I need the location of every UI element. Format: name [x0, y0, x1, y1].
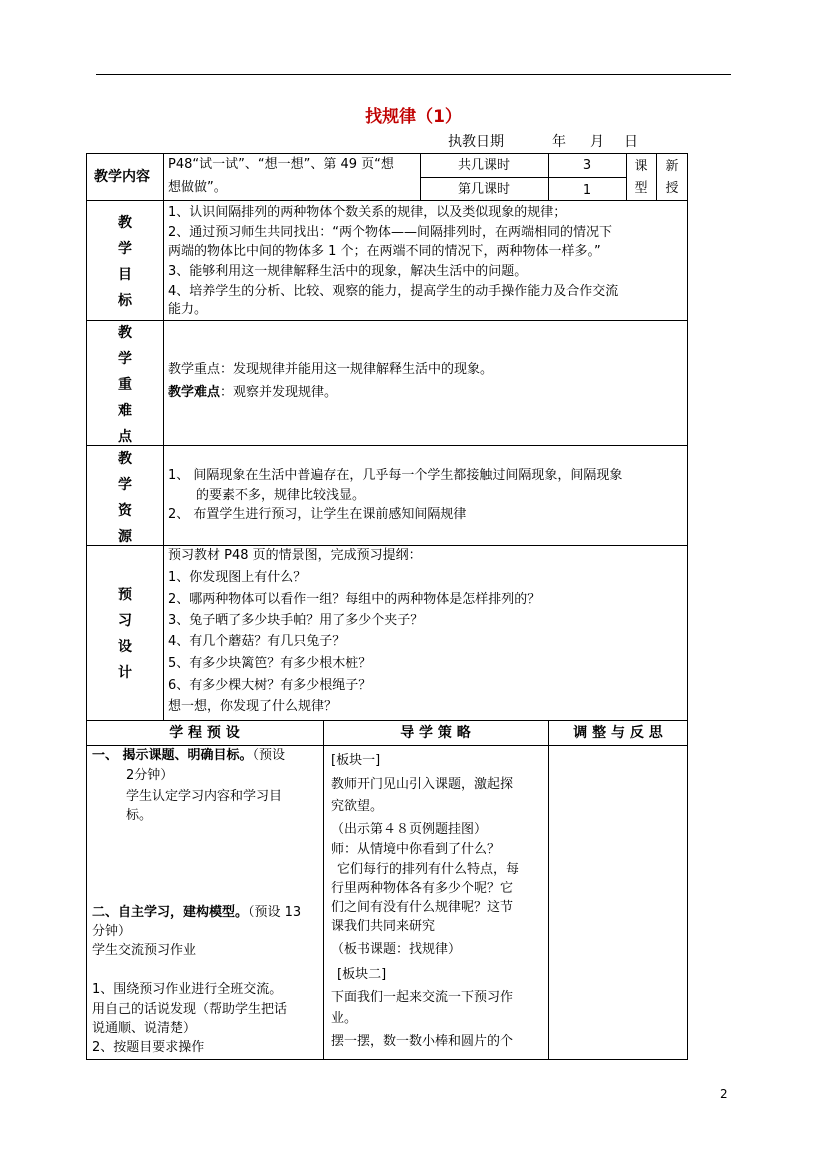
date-line	[448, 131, 638, 151]
column-header-strategy: 导 学 策 略	[400, 725, 471, 741]
teaching-difficulty: 教学难点：观察并发现规律。	[168, 385, 338, 400]
lesson-type-label: 课 型	[634, 159, 648, 196]
page-number: 2	[720, 1087, 728, 1101]
info-label: 教学内容	[94, 169, 150, 185]
page-title: 找规律（1）	[365, 107, 462, 127]
date-day: 日	[624, 134, 638, 150]
lesson-type-value: 新 授	[665, 159, 679, 196]
goals-label: 教 学 目 标	[118, 215, 132, 309]
top-rule	[96, 74, 731, 75]
resources-label: 教 学 资 源	[118, 451, 132, 545]
keypoints-label: 教 学 重 难 点	[118, 325, 132, 445]
column-header-reflection: 调 整 与 反 思	[573, 725, 663, 741]
total-periods-label: 共几课时	[457, 158, 510, 173]
info-content-line2: 想做做”。	[168, 180, 227, 195]
nth-period-value: 1	[582, 183, 592, 198]
nth-period-label: 第几课时	[457, 182, 510, 197]
teaching-focus: 教学重点：发现规律并能用这一规律解释生活中的现象。	[168, 362, 494, 377]
date-label: 执教日期	[448, 134, 504, 150]
total-periods-value: 3	[582, 158, 592, 173]
date-year: 年	[552, 134, 566, 150]
preview-label: 预 习 设 计	[118, 587, 132, 681]
date-month: 月	[590, 134, 604, 150]
info-content-line1: P48“试一试”、“想一想”、第 49 页“想	[168, 157, 394, 172]
column-header-process: 学 程 预 设	[169, 725, 240, 741]
